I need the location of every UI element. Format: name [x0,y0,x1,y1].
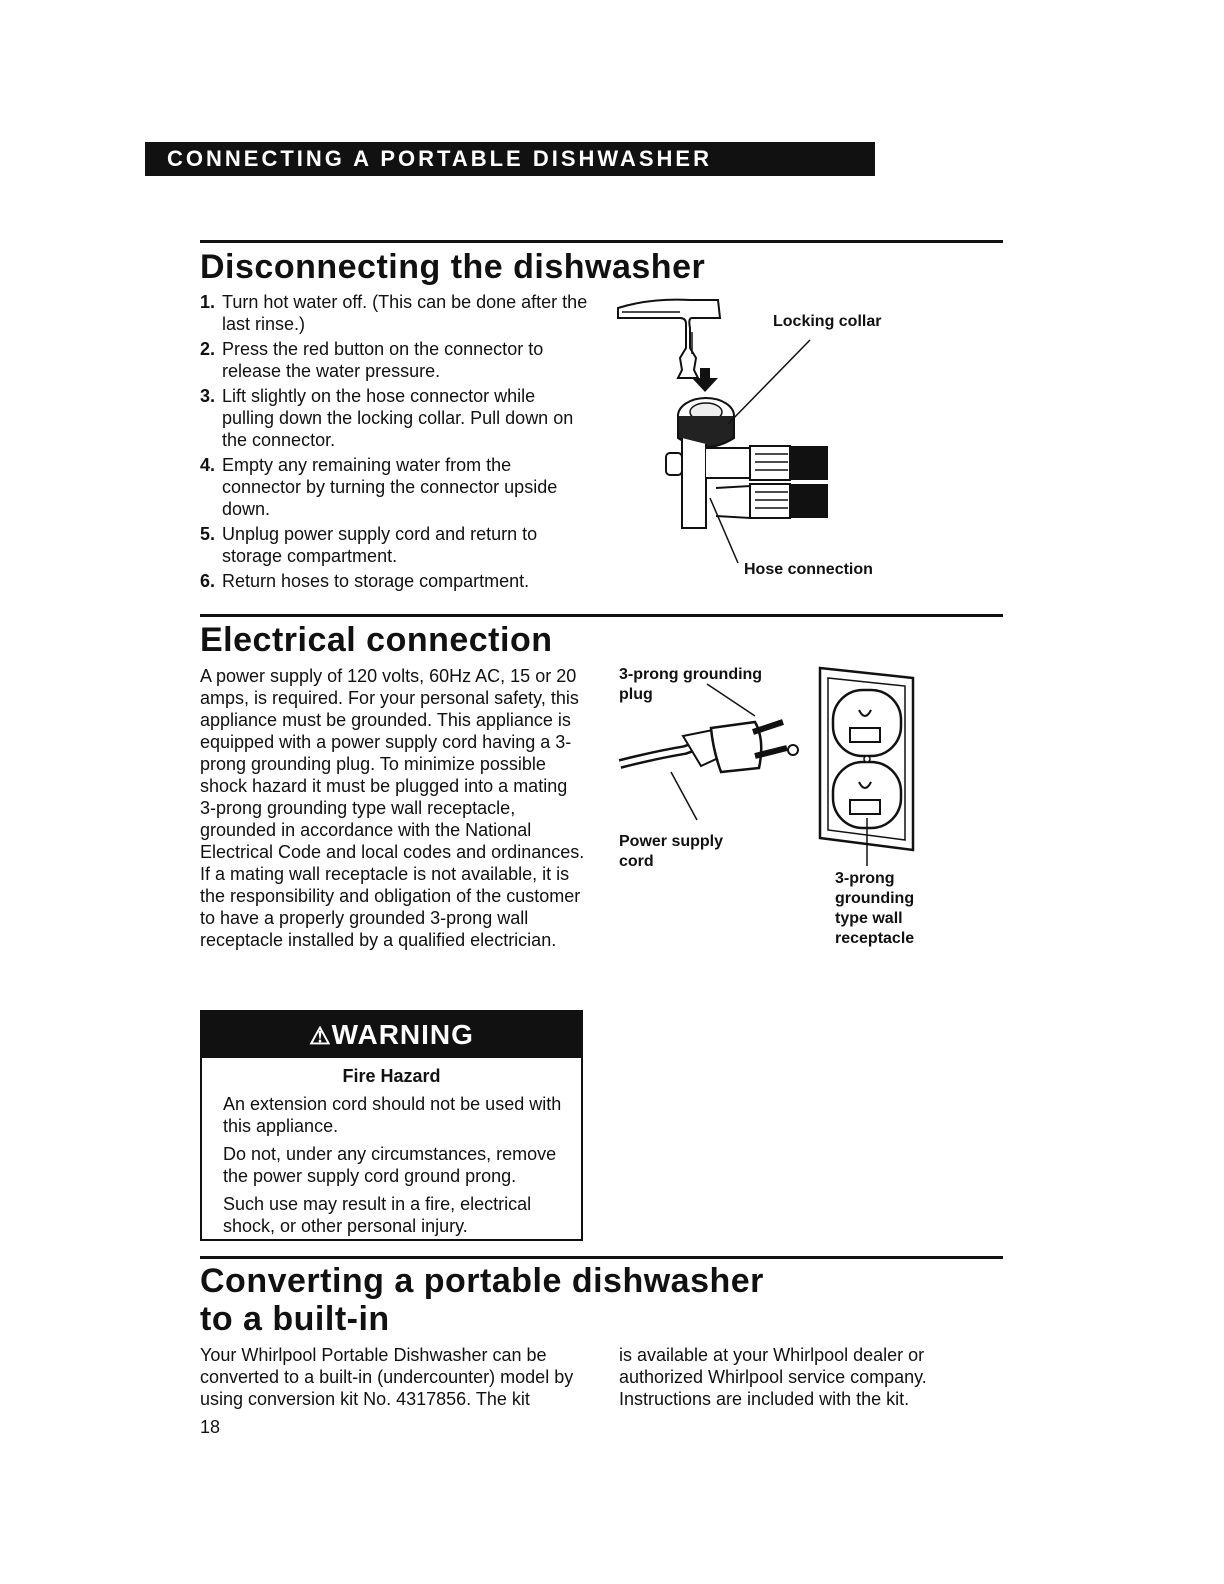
warning-box [200,1010,583,1241]
receptacle-label: 3-prong grounding type wall receptacle [835,870,915,947]
hose-connection-label: Hose connection [744,561,873,578]
warning-triangle-icon: ⚠ [309,1023,332,1050]
warning-paragraph: Such use may result in a fire, electrical shock, or other personal injury. [223,1194,532,1236]
plug-label: 3-prong grounding plug [619,666,763,703]
list-item: 3. Lift slightly on the hose connector while pulling down the locking collar. Pull down on the connector. [200,386,574,450]
converting-col1: Your Whirlpool Portable Dishwasher can be converted to a built-in (undercounter) model by using conversion kit No. 4317856. The kit [200,1345,574,1409]
plug-receptacle-illustration [615,660,925,870]
list-item: 6. Return hoses to storage compartment. [200,571,530,591]
converting-title-line1: Converting a portable dishwasher [200,1262,764,1300]
section-rule [200,240,1003,243]
page-number: 18 [200,1417,221,1437]
converting-col2: is available at your Whirlpool dealer or authorized Whirlpool service company. Instructions are included with the kit. [619,1345,927,1409]
list-item: 5. Unplug power supply cord and return to storage compartment. [200,524,538,566]
section-rule [200,1256,1003,1259]
warning-paragraph: An extension cord should not be used with this appliance. [223,1094,562,1136]
list-item: 2. Press the red button on the connector to release the water pressure. [200,339,544,381]
warning-header: ⚠WARNING [202,1012,581,1058]
electrical-title: Electrical connection [200,621,553,659]
list-item: 4. Empty any remaining water from the connector by turning the connector upside down. [200,455,558,519]
warning-subheading: Fire Hazard [342,1066,441,1086]
cord-label: Power supply cord [619,833,724,870]
section-banner: CONNECTING A PORTABLE DISHWASHER [145,142,875,176]
section-rule [200,614,1003,617]
warning-paragraph: Do not, under any circumstances, remove the power supply cord ground prong. [223,1144,557,1186]
list-item: 1. Turn hot water off. (This can be done after the last rinse.) [200,292,588,334]
converting-title [200,1262,764,1338]
locking-collar-label: Locking collar [773,313,882,330]
disconnect-steps [200,291,590,595]
converting-title-line2: to a built-in [200,1300,390,1338]
electrical-body: A power supply of 120 volts, 60Hz AC, 15 or 20 amps, is required. For your personal safety, this appliance must be grounded. This appliance is equipped with a power supply cord having a 3-prong grounding plug. To minimize possible shock hazard it must be plugged into a mating 3-prong grounding type wall receptacle, grounded in accordance with the National Electrical Code and local codes and ordinances. If a mating wall receptacle is not available, it is the responsibility and obligation of the customer to have a properly grounded 3-prong wall receptacle installed by a qualified electrician. [200,666,585,950]
disconnect-title: Disconnecting the dishwasher [200,248,706,286]
